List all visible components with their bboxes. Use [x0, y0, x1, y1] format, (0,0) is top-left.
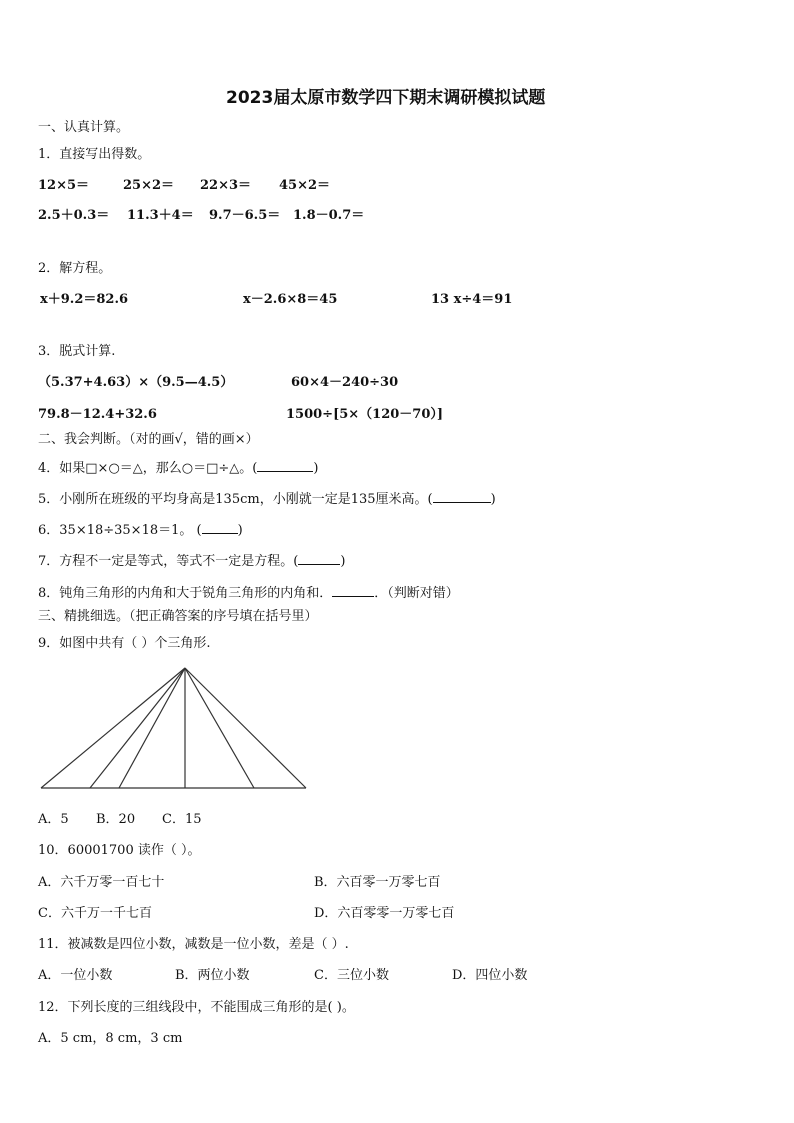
figure-side-line — [185, 668, 306, 788]
question-12-label: 12．下列长度的三组线段中，不能围成三角形的是( )。 — [38, 1000, 355, 1015]
answer-blank[interactable] — [298, 552, 340, 565]
q2-equation: 13 x÷4＝91 — [431, 292, 513, 307]
judge-text: 7．方程不一定是等式，等式不一定是方程。( — [38, 554, 299, 569]
q1-item: 1.8－0.7＝ — [293, 208, 365, 223]
q11-option-b[interactable]: B．两位小数 — [175, 968, 250, 983]
judge-text: 4．如果□×○＝△，那么○＝□÷△。( — [38, 461, 258, 476]
q10-option-d[interactable]: D．六百零零一万零七百 — [314, 906, 455, 921]
judge-question-8 — [38, 584, 459, 600]
judge-question-4 — [38, 459, 318, 475]
judge-text: 6．35×18÷35×18＝1。 ( — [38, 523, 202, 538]
q1-item: 45×2＝ — [279, 178, 331, 193]
judge-question-7 — [38, 552, 345, 568]
q9-option-a[interactable]: A．5 — [38, 812, 69, 827]
question-10-label: 10．60001700 读作（ ）。 — [38, 843, 201, 858]
answer-blank[interactable] — [332, 584, 374, 597]
answer-blank[interactable] — [257, 459, 313, 472]
q10-option-a[interactable]: A．六千万零一百七十 — [38, 875, 165, 890]
q1-item: 25×2＝ — [123, 178, 175, 193]
answer-blank[interactable] — [202, 521, 238, 534]
q1-item: 9.7－6.5＝ — [209, 208, 281, 223]
q3-expression: 1500÷[5×（120－70）] — [286, 407, 444, 422]
question-2-label: 2．解方程。 — [38, 261, 112, 276]
judge-tail: ) — [340, 554, 346, 569]
q3-expression: （5.37+4.63）×（9.5—4.5） — [38, 375, 234, 390]
judge-text: 8．钝角三角形的内角和大于锐角三角形的内角和． — [38, 586, 333, 601]
q11-option-c[interactable]: C．三位小数 — [314, 968, 389, 983]
q2-equation: x－2.6×8＝45 — [243, 292, 338, 307]
judge-tail: ．（判断对错） — [374, 586, 459, 601]
judge-tail: ) — [490, 492, 496, 507]
judge-text: 5．小刚所在班级的平均身高是135cm，小刚就一定是135厘米高。( — [38, 492, 433, 507]
section-2-heading: 二、我会判断。（对的画√，错的画×） — [38, 432, 259, 447]
figure-side-line — [41, 668, 185, 788]
q11-option-a[interactable]: A．一位小数 — [38, 968, 113, 983]
figure-inner-line — [185, 668, 254, 788]
figure-inner-line — [90, 668, 185, 788]
q1-item: 12×5＝ — [38, 178, 90, 193]
q12-option-a[interactable]: A．5 cm，8 cm，3 cm — [38, 1031, 183, 1046]
question-11-label: 11．被减数是四位小数，减数是一位小数，差是（ ）. — [38, 937, 349, 952]
q11-option-d[interactable]: D．四位小数 — [452, 968, 528, 983]
q1-item: 11.3＋4＝ — [127, 208, 194, 223]
q1-item: 22×3＝ — [200, 178, 252, 193]
q3-expression: 79.8－12.4+32.6 — [38, 407, 157, 422]
section-3-heading: 三、精挑细选。（把正确答案的序号填在括号里） — [38, 609, 318, 624]
question-3-label: 3．脱式计算. — [38, 344, 116, 359]
judge-tail: ) — [237, 523, 243, 538]
q3-expression: 60×4－240÷30 — [291, 375, 399, 390]
figure-inner-line — [119, 668, 185, 788]
section-1-heading: 一、认真计算。 — [38, 120, 130, 135]
q1-item: 2.5＋0.3＝ — [38, 208, 110, 223]
judge-question-6 — [38, 521, 243, 537]
page-title: 2023届太原市数学四下期末调研模拟试题 — [226, 88, 546, 108]
q2-equation: x＋9.2＝82.6 — [40, 292, 129, 307]
q10-option-b[interactable]: B．六百零一万零七百 — [314, 875, 441, 890]
triangle-figure — [40, 665, 310, 795]
question-9-label: 9．如图中共有（ ）个三角形. — [38, 636, 211, 651]
answer-blank[interactable] — [433, 490, 491, 503]
question-1-label: 1．直接写出得数。 — [38, 147, 151, 162]
q10-option-c[interactable]: C．六千万一千七百 — [38, 906, 152, 921]
q9-option-b[interactable]: B．20 — [96, 812, 136, 827]
judge-question-5 — [38, 490, 496, 506]
judge-tail: ) — [313, 461, 319, 476]
q9-option-c[interactable]: C．15 — [162, 812, 202, 827]
